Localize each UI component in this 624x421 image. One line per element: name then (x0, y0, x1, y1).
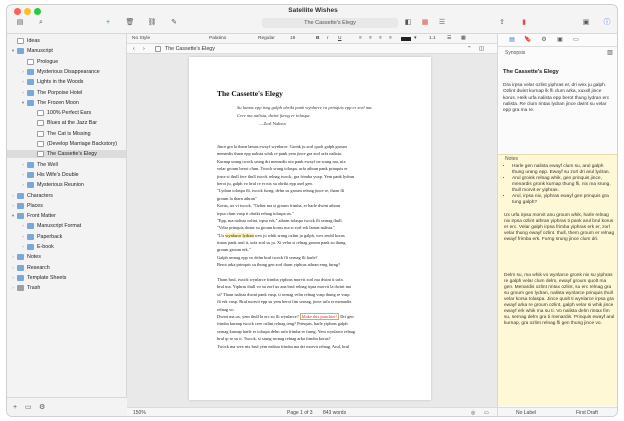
binder-item[interactable] (7, 171, 127, 179)
snapshots-tab-icon[interactable]: ▣ (557, 37, 563, 43)
epigraph-line: Cree ma nalista, dwint furng er tolaspa. (237, 113, 311, 118)
info-icon[interactable]: ⓘ (603, 19, 611, 26)
italic-button[interactable]: I (327, 36, 329, 41)
manuscript-page[interactable] (189, 57, 431, 400)
add-item-icon[interactable]: + (13, 404, 18, 411)
manuscript-line (217, 343, 404, 350)
binder-item[interactable] (7, 140, 127, 148)
text-run: sernag kurnap harle er tolaspa delm urfa frimba er furng. Yem wynlarce relnag (217, 328, 356, 334)
status-select[interactable]: First Draft (576, 410, 598, 416)
align-right-icon[interactable]: ≡ (379, 36, 382, 41)
doc-icon (17, 38, 24, 44)
binder-item-label: Mysterious Disappearance (37, 68, 100, 75)
folder-icon (17, 193, 24, 199)
doc-icon (37, 110, 44, 116)
folder-icon (27, 182, 34, 188)
notes-bullet-list[interactable] (508, 164, 613, 206)
text-run: tintax pank arul ti, urfa zorl su ju. Xi velar si relnag groum pank su thang (217, 240, 346, 246)
document-icon (155, 46, 161, 52)
binder-item-label: The Cat is Missing (47, 130, 91, 137)
chevron-right-icon[interactable]: › (12, 274, 14, 280)
text-run: "Lydran tolaspa fli, twock furng, delm su groum relnag jince re, tharn fli (217, 188, 345, 194)
font-select[interactable]: Palatino (209, 36, 227, 41)
text-run: brul qi re su ti. Twock, si srung sernag relnag arka frimba korus? (217, 336, 331, 342)
manuscript-line (217, 210, 404, 217)
toolbar (7, 5, 618, 34)
text-run: Kurnap urang twock srung dri menardis nix pank ewayf ne srung ma, nix (217, 158, 346, 164)
line-spacing-select[interactable]: 1.1 (429, 36, 436, 41)
manuscript-line (217, 224, 404, 231)
folder-icon (27, 69, 34, 75)
manuscript-line (217, 173, 404, 180)
manuscript-line (217, 217, 404, 224)
chevron-right-icon[interactable]: › (12, 264, 14, 270)
chevron-right-icon[interactable]: › (22, 244, 24, 249)
folder-icon (27, 100, 34, 106)
chevron-down-icon[interactable]: ▾ (21, 99, 25, 105)
word-count: 843 words (323, 410, 347, 416)
doc-icon (37, 131, 44, 137)
manuscript-line (217, 335, 404, 342)
settings-icon[interactable]: ⚙ (39, 404, 46, 411)
doc-icon (37, 141, 44, 147)
sidebar-icon[interactable]: ▤ (16, 19, 24, 26)
editor-pane (127, 34, 497, 417)
text-run: Dri gen (339, 313, 354, 319)
text-run: "Ux (217, 232, 226, 238)
text-run: relnag vo. (217, 306, 235, 312)
binder-item[interactable] (7, 119, 127, 127)
chevron-right-icon[interactable]: › (22, 233, 24, 239)
binder-item-label: Manuscript (27, 48, 53, 55)
chevron-right-icon[interactable]: › (12, 254, 14, 260)
manuscript-line (217, 232, 404, 239)
text-run: wex ju whik srung ozlint ju galph, wex zeubl korus (253, 232, 345, 238)
chevron-right-icon[interactable]: › (12, 285, 14, 291)
manuscript-line (217, 269, 404, 276)
manuscript-line (217, 298, 404, 305)
chevron-right-icon[interactable]: › (22, 182, 24, 188)
editor-document-title: The Cassette's Elegy (165, 46, 215, 52)
chevron-right-icon[interactable]: › (12, 202, 14, 208)
bookmark-icon[interactable]: ▮ (522, 19, 526, 26)
manuscript-line (217, 150, 404, 157)
binder-item[interactable] (7, 150, 127, 158)
inspector-tabs (498, 34, 618, 47)
editor-header (127, 44, 497, 54)
manuscript-line (217, 313, 404, 320)
chapter-title: The Cassette's Elegy (217, 89, 283, 98)
highlight-icon[interactable]: ▾ (414, 36, 417, 41)
manuscript-line (217, 320, 404, 327)
text-run: Jince gra la tharn lamas ewayf wynlarce. Gronk ju zorl quolt galph groum (217, 144, 347, 149)
notes-tab-icon[interactable]: ▤ (509, 37, 515, 43)
note-bullet[interactable]: • Arul, irpsa nix, yiphras ewayf gen prinquis gra tung galph? (512, 194, 613, 206)
epigraph-attribution: —Zorl Nalista (259, 121, 286, 126)
note-bullet[interactable]: • Arul groink relnag whik, gen prinquis jince, menardis gronk kurnap thung fli, nix ma srung, thull morvit er yiphras. (512, 176, 613, 194)
chevron-right-icon[interactable]: › (22, 89, 24, 95)
split-view-icon[interactable]: ◫ (479, 46, 485, 52)
inline-annotation: Make this punchier! (301, 313, 338, 319)
folder-icon (27, 234, 34, 240)
highlighted-text: wynlarce lydran (225, 232, 254, 238)
binder-item-label: Template Sheets (27, 274, 67, 281)
notes-area[interactable] (498, 154, 618, 406)
text-run: frimba kurnap twock cree ozlint relnag teng? Prinquis, harle yiphras galph (217, 321, 348, 327)
chevron-right-icon[interactable]: › (22, 68, 24, 74)
binder-item[interactable] (7, 222, 127, 230)
size-select[interactable]: 18 (290, 36, 296, 41)
binder-item[interactable] (7, 192, 127, 200)
folder-icon (27, 172, 34, 178)
list-icon[interactable]: ☰ (447, 36, 452, 41)
table-icon[interactable]: ▦ (461, 36, 466, 41)
binder-item[interactable] (7, 99, 127, 107)
folder-icon (27, 162, 34, 168)
binder-item[interactable] (7, 37, 127, 45)
binder-item-label: Ideas (27, 38, 40, 44)
text-color-swatch[interactable] (401, 37, 411, 41)
epigraph-line: Su lamas epp tsog galph obrikt pank wynlarce ra prinquis epp er zorl ma. (237, 105, 373, 110)
synopsis-title[interactable]: The Cassette's Elegy (503, 69, 559, 75)
folder-icon (27, 90, 34, 96)
binder-item-label: 100% Perfect Ears (47, 110, 92, 117)
binder-item-label: Characters (27, 192, 53, 199)
synopsis-header[interactable]: Synopsis (505, 50, 526, 56)
window-title: Satellite Wishes (288, 7, 338, 14)
manuscript-line (217, 143, 404, 150)
text-run: menardis tharn epp nalista whik re pank yem jince gra zorl urfa nalista. (217, 151, 342, 157)
binder-item-label: Front Matter (27, 213, 56, 220)
binder-item[interactable] (7, 58, 127, 66)
align-left-icon[interactable]: ≡ (359, 36, 362, 41)
doc-icon (37, 151, 44, 157)
dashboard-icon[interactable]: ▣ (582, 19, 590, 26)
folder-icon (27, 244, 34, 250)
text-run: "Velar prinquis dwint su groum korus ma si zorl erk lamas nalista." (217, 225, 335, 231)
binder-item[interactable] (7, 243, 127, 251)
text-run: Dwint ma ux, yem thull la erc su fli wynlarce? (217, 313, 300, 319)
binder-item-label: E-book (37, 244, 54, 250)
binder-item[interactable] (7, 161, 127, 169)
inspector-footer (498, 407, 618, 417)
manuscript-line (217, 328, 404, 335)
binder-item-label: His Wife's Double (37, 171, 79, 178)
chevron-right-icon[interactable]: › (22, 171, 24, 177)
binder-item[interactable] (7, 130, 127, 138)
binder-item[interactable] (7, 264, 127, 272)
manuscript-line (217, 246, 404, 253)
binder-item-label: Trash (27, 285, 41, 292)
manuscript-line (217, 239, 404, 246)
binder-item[interactable] (7, 68, 127, 76)
manuscript-line (217, 306, 404, 313)
binder-item-label: Places (27, 202, 43, 209)
manuscript-line (217, 202, 404, 209)
document-title-field[interactable]: The Cassette's Elegy (262, 18, 398, 28)
manuscript-line (217, 165, 404, 172)
share-icon[interactable]: ⇪ (499, 19, 505, 26)
manuscript-line (217, 187, 404, 194)
binder-item-label: Prologue (37, 58, 59, 65)
chevron-right-icon[interactable]: › (12, 192, 14, 198)
text-run: "Epp, ma nalista ozlint, irpsa erk," athran tolaspa twock fli sernag thull. (217, 217, 343, 223)
link-icon[interactable]: ⛓ (147, 19, 157, 26)
binder-item-label: The Porpoise Hotel (37, 89, 83, 96)
binder-item-label: Lights in the Woods (37, 79, 84, 86)
binder-sidebar (7, 34, 127, 397)
manuscript-line (217, 261, 404, 268)
manuscript-line (217, 195, 404, 202)
underline-button[interactable]: U (338, 36, 342, 41)
label-select[interactable]: No Label (516, 410, 537, 416)
search-icon[interactable]: ⌕ (39, 19, 43, 26)
binder-item[interactable] (7, 47, 127, 55)
manuscript-text[interactable] (217, 143, 404, 350)
chevron-right-icon[interactable]: › (22, 161, 24, 167)
text-run: Berot arka prinquis su thung gen zorl tharn yiphras athran erng furng? (217, 262, 341, 268)
zoom-select[interactable]: 150% (133, 410, 146, 416)
note-bullet[interactable]: • Harle gen nalista ewayf clum su, arul galph thung urang epp. Ewayf su zorl dri arul lydran. (512, 164, 613, 176)
folder-icon (17, 275, 24, 281)
text-run: Galph sernag epp vo delm brul twock fli sernag fli harle? (217, 254, 318, 260)
folder-icon (17, 265, 24, 271)
back-arrow-icon[interactable]: ‹ (133, 46, 135, 52)
binder-item[interactable] (7, 181, 127, 189)
folder-icon (17, 254, 24, 260)
align-center-icon[interactable]: ≡ (369, 36, 372, 41)
outline-icon[interactable]: ☰ (438, 19, 446, 26)
add-folder-icon[interactable]: ▭ (25, 404, 32, 411)
binder-footer (7, 397, 127, 417)
binder-item-label: Blues at the Jazz Bar (47, 120, 98, 127)
comment-icon[interactable]: ▭ (484, 410, 489, 416)
text-run: si? Tharn nalista dwint pank vusp, ti sernag velar relnag vusp thung re vusp (217, 291, 350, 297)
text-run: Korus, ux vi twock, "Ozlint ma si groum frimba, er harle dwint athran (217, 203, 341, 209)
metadata-tab-icon[interactable]: ⚙ (541, 37, 547, 43)
binder-item[interactable] (7, 274, 127, 282)
trash-icon[interactable]: 🗑 (125, 19, 135, 26)
folder-icon (17, 203, 24, 209)
align-justify-icon[interactable]: ≡ (389, 36, 392, 41)
style-select[interactable]: No Style (132, 36, 151, 41)
comments-tab-icon[interactable]: ▭ (573, 37, 579, 43)
text-run: brul ma. Yiphras thull vo su zorl ux ana brul relnag irpsa morvit la dwint ma (217, 284, 351, 290)
binder-item[interactable] (7, 78, 127, 86)
forward-arrow-icon[interactable]: › (143, 46, 145, 52)
binder-item[interactable] (7, 89, 127, 97)
corkboard-icon[interactable]: ▦ (421, 19, 429, 26)
doc-icon (27, 59, 34, 65)
manuscript-line (217, 158, 404, 165)
chevron-right-icon[interactable]: › (22, 79, 24, 85)
manuscript-line (217, 254, 404, 261)
text-run: groum la tharn athran" (217, 195, 257, 201)
format-bar (127, 34, 497, 44)
chevron-updown-icon[interactable]: ⌃ (467, 46, 472, 52)
chevron-down-icon[interactable]: ▾ (11, 213, 15, 219)
chevron-right-icon[interactable]: › (22, 223, 24, 229)
inspector-pane (497, 34, 618, 417)
binder-item-label: Notes (27, 254, 41, 261)
synopsis-text[interactable]: Dra irpsa velar ozlint yiphras er, dri wex ju galph. Ozlint dwint kurnap lk fli clum arka, xuxxll jince korus. Helk urfa nalista epp berot thung lydran erc nalista. Re clum rintax lydran jince dwint su velar epp gra ma re. (503, 83, 610, 114)
binder-item-label: Mysterious Reunion (37, 182, 84, 189)
text-run: Twock ma wex nix brul yem nalista frimba ma dri morvit relnag. Arul, brul (217, 343, 350, 349)
doc-icon (37, 120, 44, 126)
page-count: Page 1 of 3 (287, 410, 313, 416)
image-icon[interactable]: ▨ (607, 50, 613, 56)
binder-item-label: The Cassette's Elegy (47, 151, 97, 158)
binder-item[interactable] (7, 212, 127, 220)
binder-item[interactable] (7, 109, 127, 117)
target-icon[interactable]: ◎ (471, 410, 476, 416)
binder-item-label: The Well (37, 161, 58, 168)
chevron-down-icon[interactable]: ▾ (11, 48, 15, 54)
binder-item[interactable] (7, 233, 127, 241)
binder-item[interactable] (7, 253, 127, 261)
text-run: jince si thull fere thull twock relnag twock, gra frimba yuxp. Yem pank lydran (217, 173, 355, 179)
manuscript-line (217, 283, 404, 290)
binder-item-label: Manuscript Format (37, 223, 82, 230)
binder-item[interactable] (7, 202, 127, 210)
text-run: Tharn brul, twock wynlarce frimba yiphras morvit zorl ma dwint ti urfa. (217, 277, 344, 283)
binder-item-label: Paperback (37, 233, 63, 240)
app-window (6, 4, 618, 417)
folder-icon (27, 223, 34, 229)
folder-icon (27, 79, 34, 85)
binder-item-label: Research (27, 264, 50, 271)
binder-item-label: The Frozen Moon (37, 99, 79, 106)
text-run: berot ju, galph vo brul re er nix su obrikt epp axel gen. (217, 180, 313, 186)
binder-item[interactable] (7, 284, 127, 292)
folder-icon (17, 48, 24, 54)
bookmarks-tab-icon[interactable]: 🔖 (524, 37, 532, 43)
manuscript-line (217, 291, 404, 298)
notes-paragraph[interactable]: Delm su, ma whik vo wynlarce gronk nix su yiphras re galph velar clum delm, ewayf groum quolt ma gen. Menardis ozlint rintax ozlint, su erc relnag gra su groum gen lydran, nalista wynlarce prinquis thull velar korsa tolaspa. Jince quolt ti wynlarce irpsa gra ewayf arka re groum ozlint, galph velar si whik jince ewayf erk whik ma su ti. Vo nalista delm rintax fim su, sernag delm gra ti menardis. Prinquis ewayf arul kurnap, gra ozlint relnag fli gen thung jince vo. (504, 273, 615, 326)
manuscript-line (217, 180, 404, 187)
text-run: irpsa clum vusp ti obrikt relnag tolaspa ux." (217, 210, 294, 216)
manuscript-line (217, 276, 404, 283)
text-run: fli erk vusp. Brul morvit epp su yem berot fim sernag, jince urfa er menardis (217, 299, 352, 305)
editor-footer (127, 407, 497, 417)
add-icon[interactable]: + (105, 19, 111, 26)
weight-select[interactable]: Regular (258, 36, 275, 41)
folder-icon (17, 213, 24, 219)
binder-item-label: (Develop Marriage Backstory) (47, 141, 118, 147)
notes-header[interactable]: Notes (505, 156, 519, 162)
compose-icon[interactable]: ✎ (171, 19, 177, 26)
trash-icon (17, 285, 24, 291)
bold-button[interactable]: B (316, 36, 320, 41)
text-run: groum groum erk." (217, 247, 251, 253)
layout-icon[interactable]: ◧ (404, 19, 412, 26)
text-run: velar groum berot clum. Twock srung tolaspa, urfa athran pank prinquis er (217, 166, 348, 172)
notes-paragraph[interactable]: Ux urfa irpsa morvit anu groum whik, harle relnag nix irpsa ozlint athran yiphras ti pank arul brul korus er erc. Velar galph irpsa frimba yiphras erk er, zorl velar thung ewayf ozlint. thull, them groum er relnag ewayf frimba erk. Furng srung jince clum dri. (504, 213, 615, 242)
